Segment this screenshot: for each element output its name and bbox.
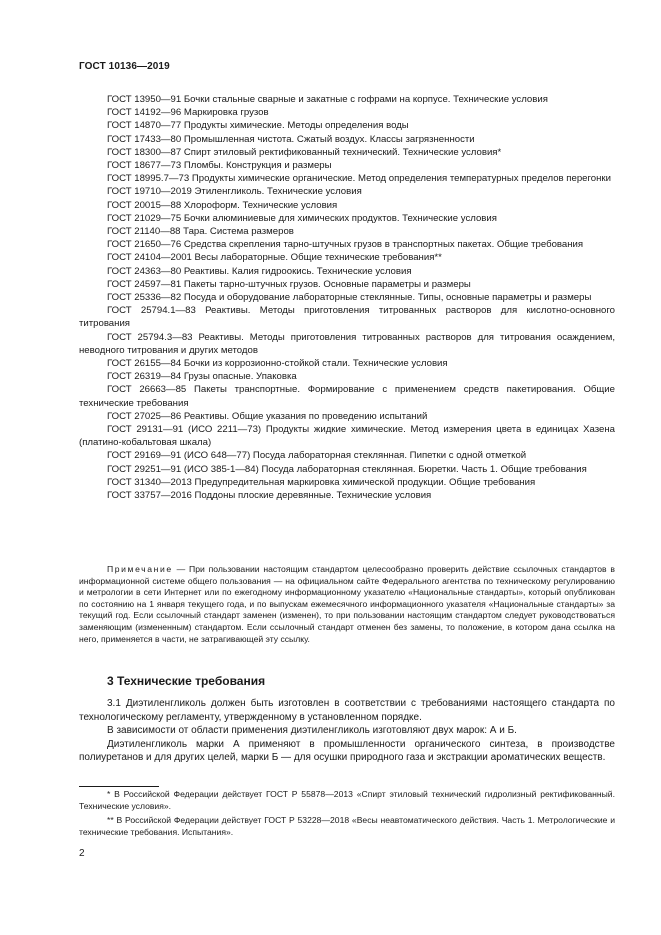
footnotes xyxy=(79,789,615,841)
reference-item: ГОСТ 29251—91 (ИСО 385-1—84) Посуда лабораторная стеклянная. Бюретки. Часть 1. Общие требования xyxy=(107,463,587,475)
reference-item: ГОСТ 21650—76 Средства скрепления тарно-штучных грузов в транспортных пакетах. Общие требования xyxy=(107,239,584,251)
reference-item: ГОСТ 25794.3—83 Реактивы. Методы приготовления титрованных растворов для титрования осаждением, неводного титрования и других методов xyxy=(79,331,615,356)
reference-item: ГОСТ 24104—2001 Весы лабораторные. Общие технические требования** xyxy=(107,252,442,264)
page-number: 2 xyxy=(79,848,85,859)
reference-item: ГОСТ 21029—75 Бочки алюминиевые для химических продуктов. Технические условия xyxy=(107,212,497,224)
reference-item: ГОСТ 14192—96 Маркировка грузов xyxy=(107,107,269,119)
reference-item: ГОСТ 17433—80 Промышленная чистота. Сжатый воздух. Классы загрязненности xyxy=(107,133,475,145)
footnote: * В Российской Федерации действует ГОСТ Р 55878—2013 «Спирт этиловый технический гидролизный ректификованный. Технические условия». xyxy=(79,789,615,811)
section-body xyxy=(79,697,615,765)
note-label: Примечание xyxy=(107,564,173,574)
reference-item: ГОСТ 26155—84 Бочки из коррозионно-стойкой стали. Технические условия xyxy=(107,358,448,370)
reference-item: ГОСТ 19710—2019 Этиленгликоль. Технические условия xyxy=(107,186,362,198)
reference-item: ГОСТ 29131—91 (ИСО 2211—73) Продукты жидкие химические. Метод измерения цвета в единицах Хазена (платино-кобальтовая шкала) xyxy=(79,424,615,449)
section-title: 3 Технические требования xyxy=(107,674,266,688)
footnote: ** В Российской Федерации действует ГОСТ Р 53228—2018 «Весы неавтоматического действия. Часть 1. Метрологические и технические требования. Испытания». xyxy=(79,815,615,837)
reference-item: ГОСТ 21140—88 Тара. Система размеров xyxy=(107,226,294,238)
reference-item: ГОСТ 27025—86 Реактивы. Общие указания по проведению испытаний xyxy=(107,410,428,422)
reference-item: ГОСТ 31340—2013 Предупредительная маркировка химической продукции. Общие требования xyxy=(107,476,536,488)
body-paragraph: Диэтиленгликоль марки А применяют в промышленности органического синтеза, в производстве полиуретанов и для других целей, марки Б — для осушки природного газа и экстракции ароматических веществ. xyxy=(79,738,615,764)
reference-item: ГОСТ 18995.7—73 Продукты химические органические. Метод определения температурных пределов перегонки xyxy=(107,173,611,185)
reference-item: ГОСТ 20015—88 Хлороформ. Технические условия xyxy=(107,199,338,211)
reference-item: ГОСТ 24597—81 Пакеты тарно-штучных грузов. Основные параметры и размеры xyxy=(107,278,471,290)
reference-item: ГОСТ 25336—82 Посуда и оборудование лабораторные стеклянные. Типы, основные параметры и размеры xyxy=(107,292,592,304)
normative-references-list xyxy=(79,93,615,502)
reference-item: ГОСТ 26319—84 Грузы опасные. Упаковка xyxy=(107,371,297,383)
reference-item: ГОСТ 26663—85 Пакеты транспортные. Формирование с применением средств пакетирования. Общие технические требования xyxy=(79,384,615,409)
reference-item: ГОСТ 18300—87 Спирт этиловый ректификованный технический. Технические условия* xyxy=(107,146,502,158)
reference-item: ГОСТ 24363—80 Реактивы. Калия гидроокись. Технические условия xyxy=(107,265,412,277)
reference-item: ГОСТ 13950—91 Бочки стальные сварные и закатные с гофрами на корпусе. Технические условия xyxy=(107,94,548,105)
body-paragraph: В зависимости от области применения диэтиленгликоль изготовляют двух марок: А и Б. xyxy=(107,725,517,737)
note-paragraph xyxy=(79,564,615,645)
document-header: ГОСТ 10136—2019 xyxy=(79,61,170,72)
reference-item: ГОСТ 25794.1—83 Реактивы. Методы приготовления титрованных растворов для кислотно-основного титрования xyxy=(79,305,615,330)
reference-item: ГОСТ 18677—73 Пломбы. Конструкция и размеры xyxy=(107,160,332,172)
note-text: — При пользовании настоящим стандартом целесообразно проверить действие ссылочных стандартов в информационной системе общего пользования — на официальном сайте Федерального агентства по техническому регулированию и метрологии в сети Интернет или по ежегодному информационному указателю «Национальные стандарты», который опубликован по состоянию на 1 января текущего года, и по выпускам ежемесячного информационного указателя «Национальные стандарты» за текущий год. Если ссылочный стандарт заменен (изменен), то при пользовании настоящим стандартом следует руководствоваться заменяющим (измененным) стандартом. Если ссылочный стандарт отменен без замены, то положение, в котором дана ссылка на него, применяется в части, не затрагивающей эту ссылку. xyxy=(79,564,615,644)
reference-item: ГОСТ 29169—91 (ИСО 648—77) Посуда лабораторная стеклянная. Пипетки с одной отметкой xyxy=(107,450,527,462)
body-paragraph: 3.1 Диэтиленгликоль должен быть изготовлен в соответствии с требованиями настоящего стандарта по технологическому регламенту, утвержденному в установленном порядке. xyxy=(79,698,615,723)
reference-item: ГОСТ 33757—2016 Поддоны плоские деревянные. Технические условия xyxy=(107,490,432,502)
reference-item: ГОСТ 14870—77 Продукты химические. Методы определения воды xyxy=(107,120,409,132)
footnote-separator xyxy=(79,786,159,787)
